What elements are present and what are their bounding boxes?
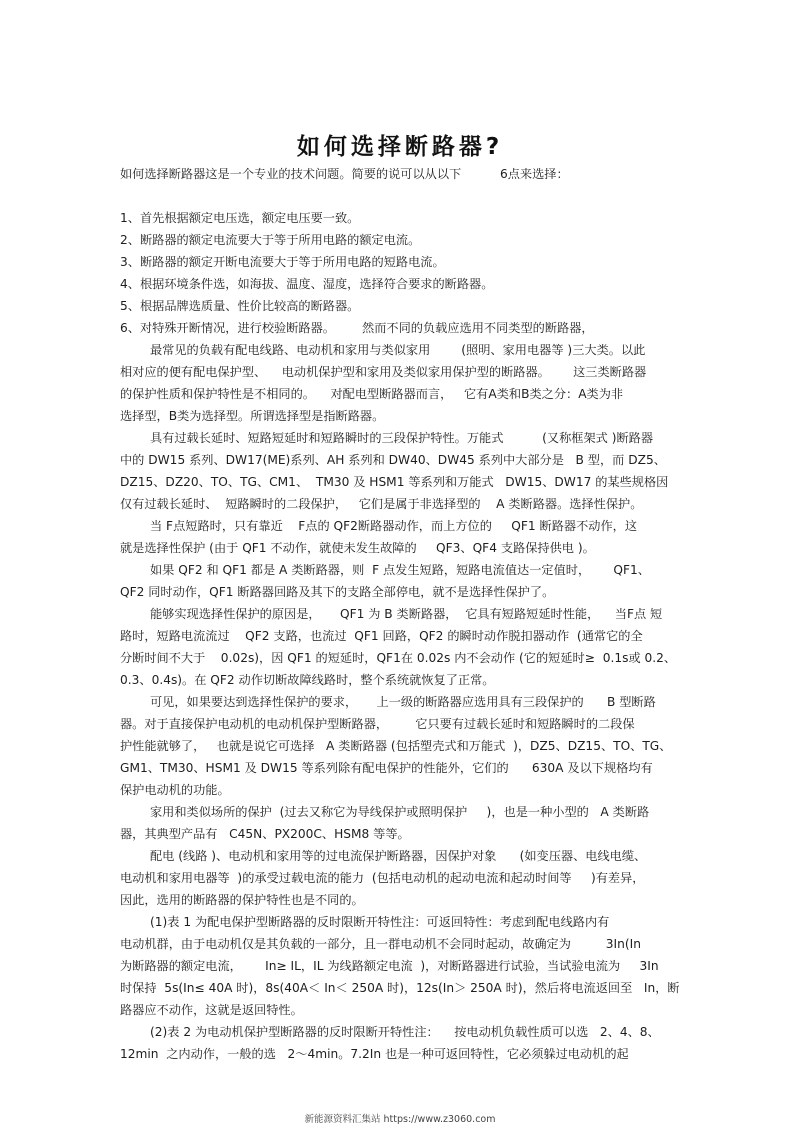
body-line: 12min 之内动作，一般的选 2～4min。7.2In 也是一种可返回特性，它必须躲过电动机的起 [120, 1047, 629, 1061]
body-line: 护性能就够了， 也就是说它可选择 A 类断路器 (包括塑壳式和万能式 )，DZ5、DZ15、TO、TG、 [120, 739, 672, 753]
body-line: 就是选择性保护 (由于 QF1 不动作，就使未发生故障的 QF3、QF4 支路保持供电 )。 [120, 541, 595, 555]
list-item: 3、断路器的额定开断电流要大于等于所用电路的短路电流。 [120, 255, 445, 269]
body-line: 具有过载长延时、短路短延时和短路瞬时的三段保护特性。万能式 (又称框架式 )断路器 [150, 431, 654, 445]
body-line: 器，其典型产品有 C45N、PX200C、HSM8 等等。 [120, 827, 410, 841]
body-line: GM1、TM30、HSM1 及 DW15 等系列除有配电保护的性能外，它们的 630A 及以下规格均有 [120, 761, 653, 775]
list-item: 2、断路器的额定电流要大于等于所用电路的额定电流。 [120, 233, 421, 247]
body-line: 如果 QF2 和 QF1 都是 A 类断路器，则 F 点发生短路，短路电流值达一定值时， QF1、 [150, 563, 650, 577]
body-line: 器。对于直接保护电动机的电动机保护型断路器， 它只要有过载长延时和短路瞬时的二段保 [120, 717, 635, 731]
body-line: 因此，选用的断路器的保护特性也是不同的。 [120, 893, 364, 907]
body-line: 0.3、0.4s)。在 QF2 动作切断故障线路时，整个系统就恢复了正常。 [120, 673, 495, 687]
body-line: 电动机群，由于电动机仅是其负载的一部分，且一群电动机不会同时起动，故确定为 3In(In [120, 937, 641, 951]
body-line: 配电 (线路 )、电动机和家用等的过电流保护断路器，因保护对象 (如变压器、电线电缆、 [150, 849, 647, 863]
body-line: 的保护性质和保护特性是不相同的。 对配电型断路器而言， 它有A类和B类之分：A类为非 [120, 387, 624, 401]
body-line: 最常见的负载有配电线路、电动机和家用与类似家用 (照明、家用电器等 )三大类。以此 [150, 343, 646, 357]
body-line: QF2 同时动作，QF1 断路器回路及其下的支路全部停电，就不是选择性保护了。 [120, 585, 555, 599]
body-line: 相对应的便有配电保护型、 电动机保护型和家用及类似家用保护型的断路器。 这三类断路器 [120, 365, 647, 379]
list-item: 5、根据品牌选质量、性价比较高的断路器。 [120, 299, 360, 313]
body-line: 分断时间不大于 0.02s)，因 QF1 的短延时，QF1在 0.02s 内不会动作 (它的短延时≥ 0.1s或 0.2、 [120, 651, 677, 665]
body-line: 能够实现选择性保护的原因是， QF1 为 B 类断路器， 它具有短路短延时性能， 当F点 短 [150, 607, 663, 621]
footer-watermark: 新能源资料汇集站 https://www.z3060.com [304, 1114, 496, 1125]
body-line: DZ15、DZ20、TO、TG、CM1、 TM30 及 HSM1 等系列和万能式 DW15、DW17 的某些规格因 [120, 475, 669, 489]
body-line: 保护电动机的功能。 [120, 783, 230, 797]
list-item: 4、根据环境条件选，如海拔、温度、湿度，选择符合要求的断路器。 [120, 277, 494, 291]
body-line: 路时，短路电流流过 QF2 支路，也流过 QF1 回路，QF2 的瞬时动作脱扣器动作 (通常它的全 [120, 629, 643, 643]
body-line: 当 F点短路时，只有靠近 F点的 QF2断路器动作，而上方位的 QF1 断路器不动作，这 [150, 519, 638, 533]
body-line: 家用和类似场所的保护 (过去又称它为导线保护或照明保护 )，也是一种小型的 A 类断路 [150, 805, 650, 819]
page-title: 如何选择断路器? [296, 134, 504, 160]
body-line: (1)表 1 为配电保护型断路器的反时限断开特性注：可返回特性：考虑到配电线路内有 [150, 915, 610, 929]
intro-line: 如何选择断路器这是一个专业的技术问题。简要的说可以从以下 6点来选择： [120, 167, 569, 181]
list-item: 6、对特殊开断情况，进行校验断路器。 然而不同的负载应选用不同类型的断路器， [120, 321, 594, 335]
body-line: 中的 DW15 系列、DW17(ME)系列、AH 系列和 DW40、DW45 系列中大部分是 B 型，而 DZ5、 [120, 453, 666, 467]
body-line: 选择型，B类为选择型。所谓选择型是指断路器。 [120, 409, 385, 423]
body-line: 电动机和家用电器等 )的承受过载电流的能力 (包括电动机的起动电流和起动时间等 )有差异， [120, 871, 645, 885]
body-line: 为断路器的额定电流， In≥ IL，IL 为线路额定电流 )，对断路器进行试验，当试验电流为 3In [120, 959, 659, 973]
body-line: (2)表 2 为电动机保护型断路器的反时限断开特性注： 按电动机负载性质可以选 2、4、8、 [150, 1025, 660, 1039]
body-line: 可见，如果要达到选择性保护的要求， 上一级的断路器应选用具有三段保护的 B 型断路 [150, 695, 656, 709]
list-item: 1、首先根据额定电压选，额定电压要一致。 [120, 211, 360, 225]
body-line: 路器应不动作，这就是返回特性。 [120, 1003, 303, 1017]
body-line: 仅有过载长延时、 短路瞬时的二段保护， 它们是属于非选择型的 A 类断路器。选择性保护。 [120, 497, 643, 511]
body-line: 时保持 5s(In≤ 40A 时)，8s(40A＜ In＜ 250A 时)，12s(In＞ 250A 时)，然后将电流返回至 In，断 [120, 981, 680, 995]
